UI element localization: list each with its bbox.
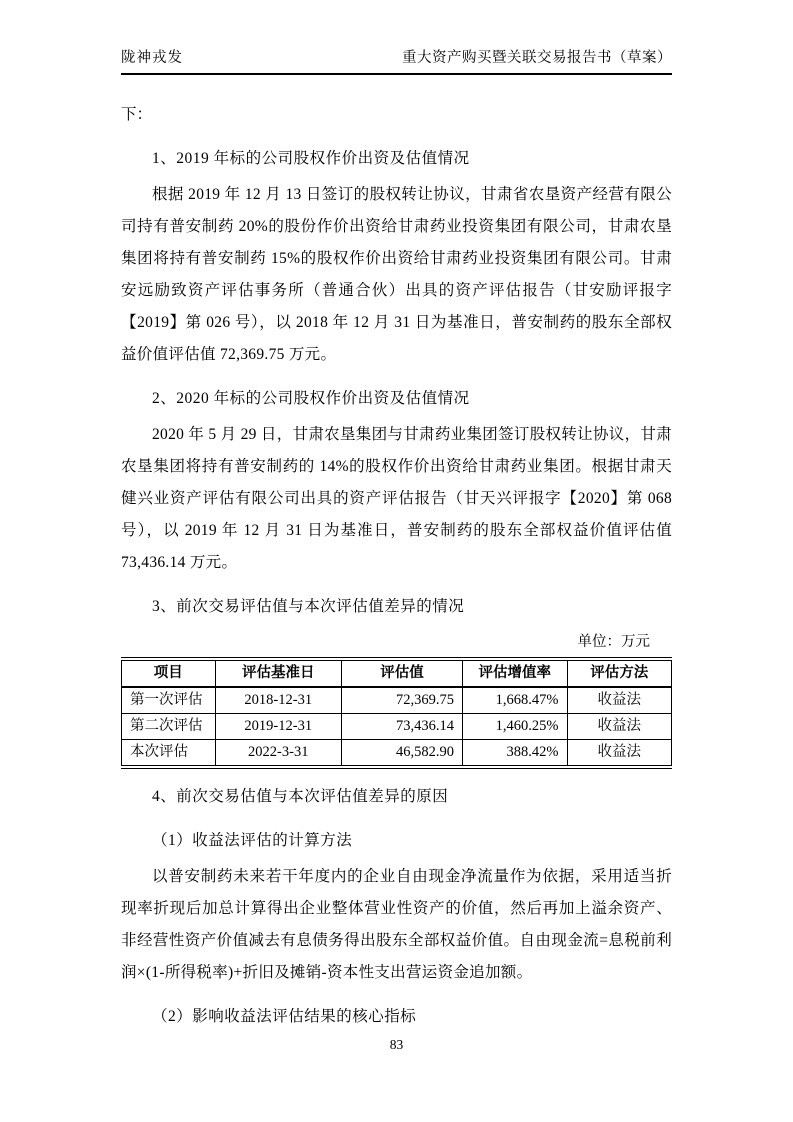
table-cell: 本次评估 — [122, 740, 216, 768]
page-header — [121, 48, 672, 75]
section-heading-2: 2、2020 年标的公司股权作价出资及估值情况 — [152, 390, 470, 407]
table-cell: 收益法 — [567, 714, 672, 740]
section-heading-3: 3、前次交易评估值与本次评估值差异的情况 — [152, 598, 465, 615]
table-header-base-date: 评估基准日 — [215, 659, 342, 687]
table-row — [122, 714, 672, 740]
paragraph-income-method: 以普安制药未来若干年度内的企业自由现金净流量作为依据，采用适当折现率折现后加总计算得出企业整体营业性资产的价值，然后再加上溢余资产、非经营性资产价值减去有息债务得出股东全部权益价值。自由现金流=息税前利润×(1-所得税率)+折旧及摊销-资本性支出营运资金追加额。 — [121, 868, 672, 981]
header-report-title: 重大资产购买暨关联交易报告书（草案） — [402, 50, 672, 66]
table-unit-label: 单位：万元 — [577, 634, 650, 650]
table-header-method: 评估方法 — [567, 659, 672, 687]
table-header-item: 项目 — [122, 659, 216, 687]
table-row — [122, 687, 672, 714]
intro-text: 下： — [121, 106, 153, 123]
table-cell: 1,460.25% — [463, 714, 568, 740]
table-cell: 2018-12-31 — [215, 687, 342, 714]
table-row — [122, 740, 672, 768]
section-heading-4: 4、前次交易估值与本次评估值差异的原因 — [152, 788, 449, 805]
table-header-premium: 评估增值率 — [463, 659, 568, 687]
table-cell: 第二次评估 — [122, 714, 216, 740]
table-cell: 72,369.75 — [342, 687, 463, 714]
table-cell: 第一次评估 — [122, 687, 216, 714]
subsection-heading-4-1: （1）收益法评估的计算方法 — [152, 832, 353, 849]
table-cell: 2022-3-31 — [215, 740, 342, 768]
paragraph-2020-valuation: 2020 年 5 月 29 日，甘肃农垦集团与甘肃药业集团签订股权转让协议，甘肃农垦集团将持有普安制药的 14%的股权作价出资给甘肃药业集团。根据甘肃天健兴业资产评估有限公司出具的资产评估报告（甘天兴评报字【2020】第 068 号），以 2019 年 12 月 31 日为基准日，普安制药的股东全部权益价值评估值 73,436.14 万元。 — [121, 426, 672, 571]
subsection-heading-4-2: （2）影响收益法评估结果的核心指标 — [152, 1008, 417, 1025]
table-cell: 1,668.47% — [463, 687, 568, 714]
table-cell: 收益法 — [567, 687, 672, 714]
header-company-name: 陇神戎发 — [121, 50, 183, 66]
table-cell: 73,436.14 — [342, 714, 463, 740]
table-cell: 收益法 — [567, 740, 672, 768]
table-cell: 46,582.90 — [342, 740, 463, 768]
table-header-value: 评估值 — [342, 659, 463, 687]
page-number: 83 — [389, 1037, 404, 1052]
table-header-row — [122, 659, 672, 687]
section-heading-1: 1、2019 年标的公司股权作价出资及估值情况 — [152, 150, 470, 167]
table-cell: 388.42% — [463, 740, 568, 768]
valuation-comparison-table — [121, 657, 672, 769]
table-cell: 2019-12-31 — [215, 714, 342, 740]
paragraph-2019-valuation: 根据 2019 年 12 月 13 日签订的股权转让协议，甘肃省农垦资产经营有限公司持有普安制药 20%的股份作价出资给甘肃药业投资集团有限公司，甘肃农垦集团将持有普安制药 15%的股权作价出资给甘肃药业投资集团有限公司。甘肃安远励致资产评估事务所（普通合伙）出具的资产评估报告（甘安励评报字【2019】第 026 号），以 2018 年 12 月 31 日为基准日，普安制药的股东全部权益价值评估值 72,369.75 万元。 — [121, 186, 672, 363]
